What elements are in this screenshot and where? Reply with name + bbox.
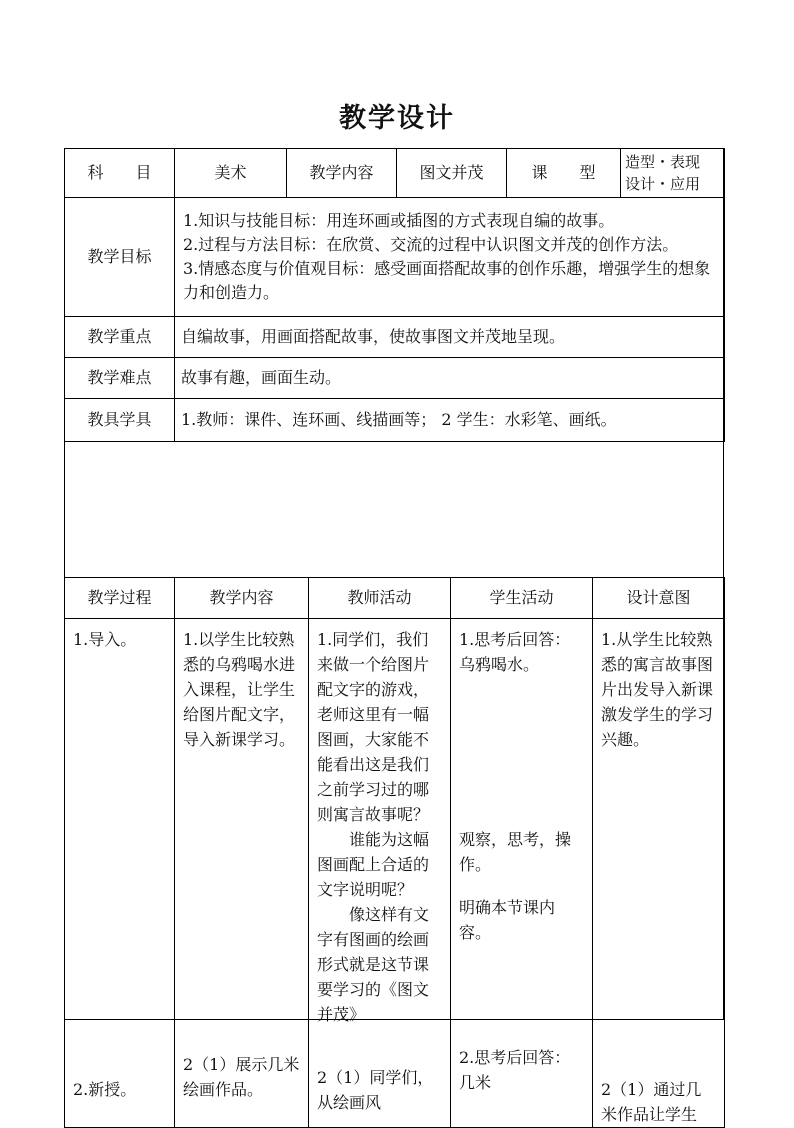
type-value-line2: 设计・应用 bbox=[625, 175, 701, 193]
key-point-value: 自编故事，用画面搭配故事，使故事图文并茂地呈现。 bbox=[175, 317, 725, 358]
subject-value: 美术 bbox=[175, 149, 287, 198]
content-intro: 1.以学生比较熟悉的乌鸦喝水进入课程，让学生给图片配文字，导入新课学习。 bbox=[183, 630, 296, 749]
student-intro: 1.思考后回答：乌鸦喝水。 bbox=[459, 630, 571, 674]
process-header-col1: 教学过程 bbox=[65, 578, 175, 619]
process-intent-cell bbox=[593, 619, 725, 1128]
type-label: 课 型 bbox=[507, 149, 621, 198]
tools-row bbox=[65, 399, 725, 442]
key-point-label: 教学重点 bbox=[65, 317, 175, 358]
teacher-explain: 像这样有文字有图画的绘画形式就是这节课要学习的《图文并茂》 bbox=[317, 905, 430, 1024]
intent-intro: 1.从学生比较熟悉的寓言故事图片出发导入新课激发学生的学习兴趣。 bbox=[601, 630, 714, 749]
key-point-row bbox=[65, 317, 725, 358]
process-body-row bbox=[65, 619, 725, 1128]
teacher-new: 2（1）同学们，从绘画风 bbox=[317, 1068, 434, 1112]
process-header-col4: 学生活动 bbox=[451, 578, 593, 619]
teacher-prompt: 谁能为这幅图画配上合适的文字说明呢？ bbox=[317, 830, 430, 899]
step-new: 2.新授。 bbox=[73, 1080, 137, 1099]
goal-2: 2.过程与方法目标：在欣赏、交流的过程中认识图文并茂的创作方法。 bbox=[183, 235, 679, 254]
difficulty-row bbox=[65, 358, 725, 399]
content-label: 教学内容 bbox=[287, 149, 397, 198]
content-value: 图文并茂 bbox=[397, 149, 507, 198]
process-header-col5: 设计意图 bbox=[593, 578, 725, 619]
goals-row bbox=[65, 198, 725, 317]
process-step-cell bbox=[65, 619, 175, 1128]
intent-new: 2（1）通过几米作品让学生 bbox=[601, 1080, 702, 1124]
content-new: 2（1）展示几米绘画作品。 bbox=[183, 1055, 300, 1099]
goal-3: 3.情感态度与价值观目标：感受画面搭配故事的创作乐趣，增强学生的想象力和创造力。 bbox=[183, 259, 711, 302]
goals-label: 教学目标 bbox=[65, 198, 175, 317]
subject-label: 科 目 bbox=[65, 149, 175, 198]
student-clarify: 明确本节课内容。 bbox=[459, 898, 556, 942]
tools-value: 1.教师：课件、连环画、线描画等； 2 学生：水彩笔、画纸。 bbox=[175, 399, 725, 442]
header-row bbox=[65, 149, 725, 198]
process-teacher-cell bbox=[309, 619, 451, 1128]
type-value bbox=[621, 149, 725, 198]
difficulty-label: 教学难点 bbox=[65, 358, 175, 399]
teacher-intro: 1.同学们，我们来做一个给图片配文字的游戏，老师这里有一幅图画，大家能不能看出这是我们之前学习过的哪则寓言故事呢？ bbox=[317, 630, 430, 824]
process-header-col2: 教学内容 bbox=[175, 578, 309, 619]
student-observe: 观察，思考，操作。 bbox=[459, 830, 572, 874]
type-value-line1: 造型・表现 bbox=[625, 153, 701, 171]
difficulty-value: 故事有趣，画面生动。 bbox=[175, 358, 725, 399]
process-header-col3: 教师活动 bbox=[309, 578, 451, 619]
page-title: 教学设计 bbox=[339, 103, 455, 134]
step-intro: 1.导入。 bbox=[73, 630, 137, 649]
goal-1: 1.知识与技能目标：用连环画或插图的方式表现自编的故事。 bbox=[183, 211, 615, 230]
process-header-row-visible bbox=[65, 578, 725, 619]
goals-content bbox=[175, 198, 725, 317]
tools-label: 教具学具 bbox=[65, 399, 175, 442]
process-content-cell bbox=[175, 619, 309, 1128]
lesson-plan-table bbox=[64, 148, 724, 1124]
student-new: 2.思考后回答：几米 bbox=[459, 1048, 571, 1092]
process-student-cell bbox=[451, 619, 593, 1128]
